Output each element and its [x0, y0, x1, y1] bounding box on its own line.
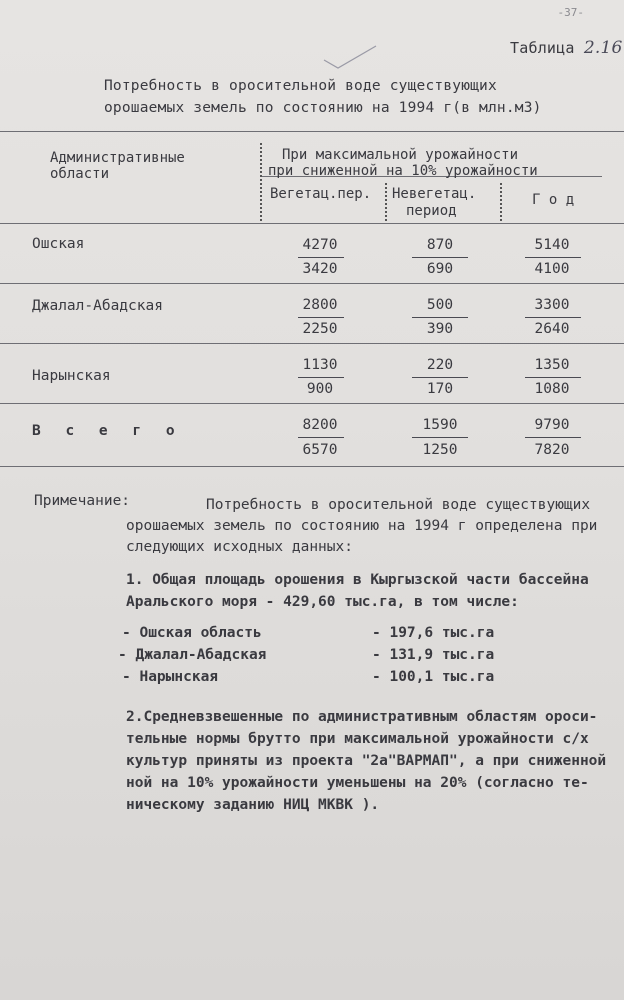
cell-nonveg-reduced: 690: [426, 261, 454, 277]
cell-year-max: 1350: [534, 357, 570, 373]
header-region-line-1: Административные: [50, 150, 185, 166]
cell-year-reduced: 2640: [534, 321, 570, 337]
cell-veg-reduced: 2250: [302, 321, 338, 337]
row-region-name: Ошская: [32, 236, 85, 252]
cell-veg-reduced: 3420: [302, 261, 338, 277]
cell-veg-max: 8200: [302, 417, 338, 433]
cell-year-max: 5140: [534, 237, 570, 253]
page-mark: -37-: [557, 6, 584, 19]
cell-nonveg-reduced: 390: [426, 321, 454, 337]
area-name: - Ошская область: [122, 625, 262, 641]
header-col-year: Г о д: [532, 192, 575, 208]
column-divider: [385, 183, 387, 221]
cell-veg-reduced: 6570: [302, 442, 338, 458]
row-total-label: В с е г о: [32, 423, 183, 439]
header-col-nonvegetation-line-2: период: [406, 203, 457, 219]
note-intro-line-3: следующих исходных данных:: [126, 539, 353, 555]
fraction-line: [412, 437, 468, 438]
table-bottom-rule: [0, 466, 624, 467]
area-name: - Нарынская: [122, 669, 219, 685]
fraction-line: [298, 317, 344, 318]
pencil-check-mark: [320, 42, 380, 72]
row-separator: [0, 283, 624, 284]
note-item-2-line-3: культур приняты из проекта "2а"ВАРМАП", а при сниженной: [126, 753, 607, 769]
fraction-line: [525, 317, 581, 318]
column-divider: [260, 143, 262, 221]
row-region-name: Нарынская: [32, 368, 111, 384]
table-caption: [510, 38, 623, 58]
cell-veg-max: 1130: [302, 357, 338, 373]
header-group-line-2: при сниженной на 10% урожайности: [268, 163, 538, 179]
table-label: Таблица: [510, 39, 575, 57]
header-col-nonvegetation-line-1: Невегетац.: [392, 186, 477, 202]
fraction-line: [298, 437, 344, 438]
cell-nonveg-max: 500: [426, 297, 454, 313]
note-item-2-line-1: 2.Средневзвешенные по административным областям ороси-: [126, 709, 598, 725]
note-item-2-line-5: ническому заданию НИЦ МКВК ).: [126, 797, 380, 813]
fraction-line: [412, 257, 468, 258]
fraction-line: [412, 377, 468, 378]
cell-year-reduced: 7820: [534, 442, 570, 458]
cell-year-reduced: 1080: [534, 381, 570, 397]
header-bottom-rule: [0, 223, 624, 224]
header-region-line-2: области: [50, 166, 110, 182]
cell-veg-max: 2800: [302, 297, 338, 313]
note-item-2-line-4: ной на 10% урожайности уменьшены на 20% (согласно те-: [126, 775, 589, 791]
header-group-line-1: При максимальной урожайности: [282, 147, 519, 163]
fraction-line: [298, 257, 344, 258]
row-region-name: Джалал-Абадская: [32, 298, 163, 314]
fraction-line: [298, 377, 344, 378]
fraction-line: [412, 317, 468, 318]
note-item-1-line-1: 1. Общая площадь орошения в Кыргызской части бассейна: [126, 572, 589, 588]
table-title-line-2: орошаемых земель по состоянию на 1994 г(в млн.м3): [104, 100, 542, 116]
table-title-line-1: Потребность в оросительной воде существующих: [104, 78, 497, 94]
table-top-rule: [0, 131, 624, 132]
cell-nonveg-reduced: 1250: [422, 442, 458, 458]
cell-nonveg-max: 1590: [422, 417, 458, 433]
cell-nonveg-reduced: 170: [426, 381, 454, 397]
note-intro-line-1: Потребность в оросительной воде существующих: [206, 497, 591, 513]
column-divider: [500, 183, 502, 221]
cell-veg-max: 4270: [302, 237, 338, 253]
table-number: 2.16: [583, 38, 623, 58]
area-name: - Джалал-Абадская: [118, 647, 267, 663]
area-value: - 100,1 тыс.га: [372, 669, 495, 685]
area-value: - 197,6 тыс.га: [372, 625, 495, 641]
note-label: Примечание:: [34, 493, 131, 509]
row-separator: [0, 403, 624, 404]
area-value: - 131,9 тыс.га: [372, 647, 495, 663]
fraction-line: [525, 377, 581, 378]
fraction-line: [525, 257, 581, 258]
cell-year-max: 9790: [534, 417, 570, 433]
row-separator: [0, 343, 624, 344]
cell-veg-reduced: 900: [306, 381, 334, 397]
header-col-vegetation: Вегетац.пер.: [270, 186, 372, 202]
cell-nonveg-max: 870: [426, 237, 454, 253]
note-intro-line-2: орошаемых земель по состоянию на 1994 г определена при: [126, 518, 598, 534]
note-item-1-line-2: Аральского моря - 429,60 тыс.га, в том числе:: [126, 594, 519, 610]
cell-year-max: 3300: [534, 297, 570, 313]
cell-nonveg-max: 220: [426, 357, 454, 373]
note-item-2-line-2: тельные нормы брутто при максимальной урожайности с/х: [126, 731, 589, 747]
cell-year-reduced: 4100: [534, 261, 570, 277]
fraction-line: [525, 437, 581, 438]
